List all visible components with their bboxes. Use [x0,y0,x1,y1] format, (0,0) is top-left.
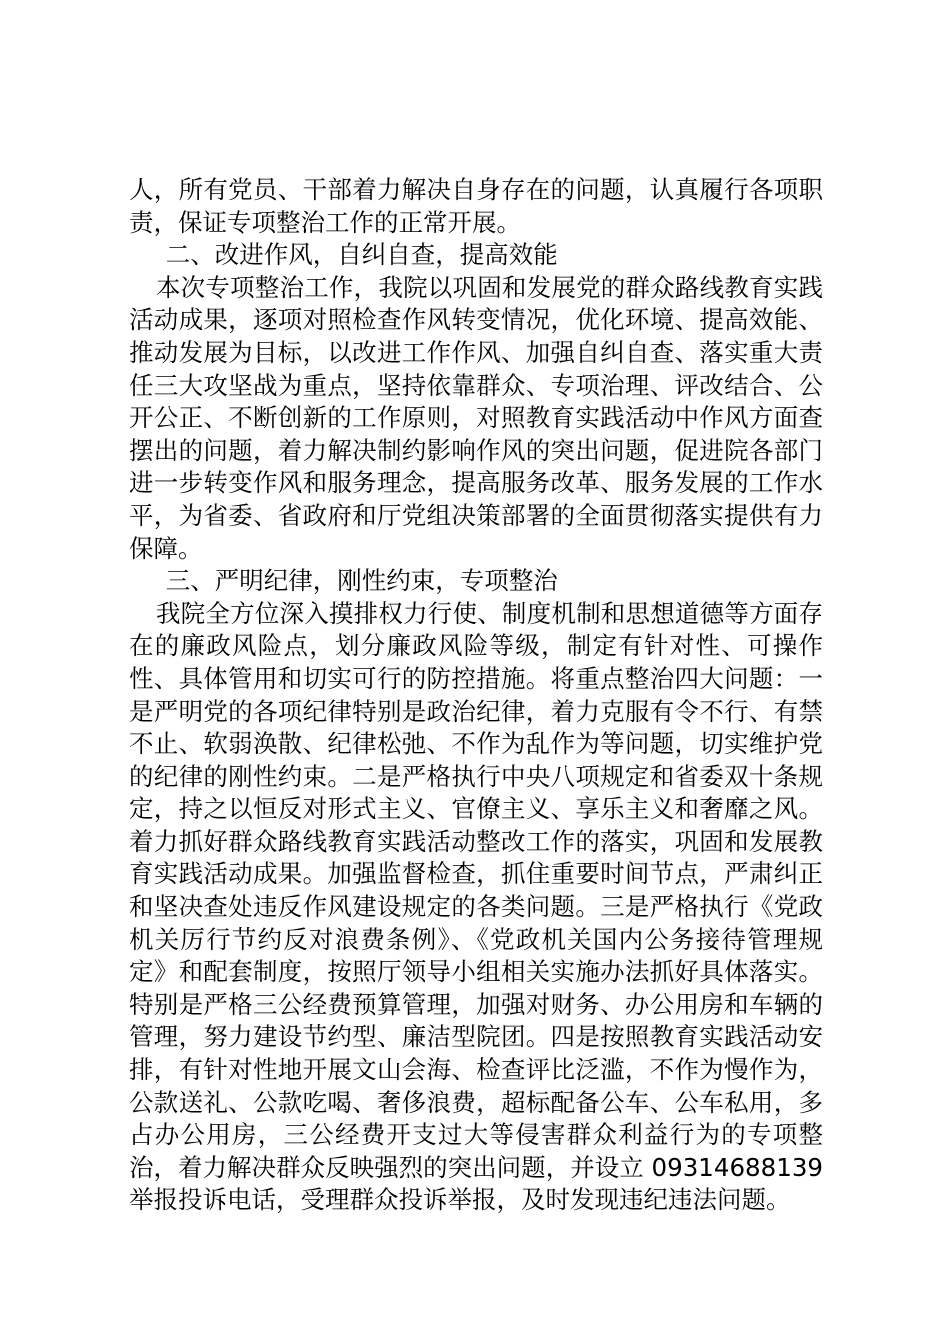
section-3-body: 我院全方位深入摸排权力行使、制度机制和思想道德等方面存在的廉政风险点，划分廉政风险等级，制定有针对性、可操作性、具体管用和切实可行的防控措施。将重点整治四大问题：一是严明党的各项纪律特别是政治纪律，着力克服有令不行、有禁不止、软弱涣散、纪律松弛、不作为乱作为等问题，切实维护党的纪律的刚性约束。二是严格执行中央八项规定和省委双十条规定，持之以恒反对形式主义、官僚主义、享乐主义和奢靡之风。着力抓好群众路线教育实践活动整改工作的落实，巩固和发展教育实践活动成果。加强监督检查，抓住重要时间节点，严肃纠正和坚决查处违反作风建设规定的各类问题。三是严格执行《党政机关厉行节约反对浪费条例》、《党政机关国内公务接待管理规定》和配套制度，按照厅领导小组相关实施办法抓好具体落实。特别是严格三公经费预算管理，加强对财务、办公用房和车辆的管理，努力建设节约型、廉洁型院团。四是按照教育实践活动安排，有针对性地开展文山会海、检查评比泛滥，不作为慢作为，公款送礼、公款吃喝、奢侈浪费，超标配备公车、公车私用，多占办公用房，三公经费开支过大等侵害群众利益行为的专项整治，着力解决群众反映强烈的突出问题，并设立 0931468813​9 举报投诉电话，受理群众投诉举报，及时发现违纪违法问题。 [129,598,823,1215]
section-3-heading: 三、严明纪律，刚性约束，专项整治 [165,566,558,596]
section-2-body: 本次专项整治工作，我院以巩固和发展党的群众路线教育实践活动成果，逐项对照检查作风转变情况，优化环境、提高效能、推动发展为目标，以改进工作作风、加强自纠自查、落实重大责任三大攻坚战为重点，坚持依靠群众、专项治理、评改结合、公开公正、不断创新的工作原则，对照教育实践活动中作风方面查摆出的问题，着力解决制约影响作风的突出问题，促进院各部门进一步转变作风和服务理念，提高服务改革、服务发展的工作水平，为省委、省政府和厅党组决策部署的全面贯彻落实提供有力保障。 [129,272,823,563]
section-2-heading: 二、改进作风，自纠自查，提高效能 [165,240,558,270]
document-page [129,174,823,1217]
continuation-paragraph: 人，所有党员、干部着力解决自身存在的问题，认真履行各项职责，保证专项整治工作的正常开展。 [129,175,823,237]
